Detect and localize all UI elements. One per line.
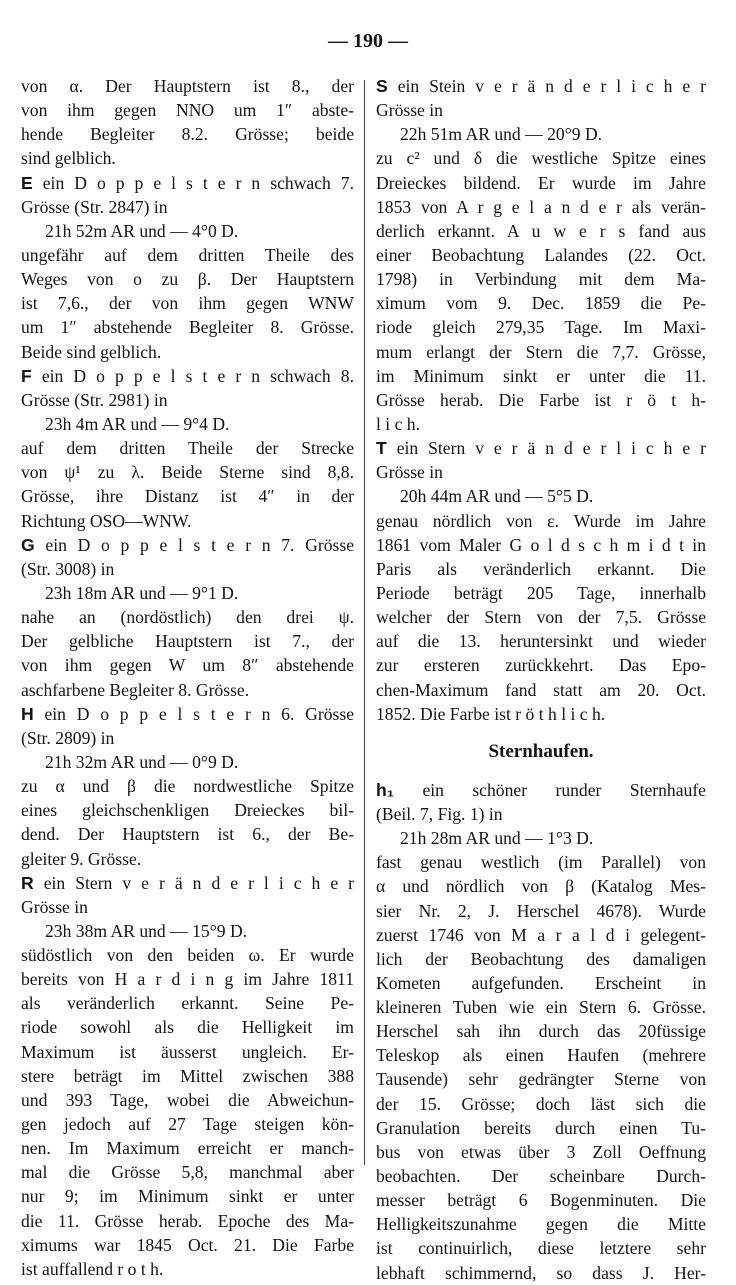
line-text: Grösse, ihre Distanz ist 4″ in der: [21, 486, 354, 507]
line-text: 1853 von A r g e l a n d e r als verän-: [376, 196, 706, 217]
line-text: Grösse (Str. 2981) in: [21, 389, 168, 410]
line-text: ein D o p p e l s t e r n 7. Grösse: [34, 534, 354, 555]
text-line: [21, 533, 354, 557]
text-line: [376, 388, 706, 412]
line-text: zu α und β die nordwestliche Spitze: [21, 776, 354, 797]
text-line: [21, 436, 354, 460]
line-text: Richtung OSO—WNW.: [21, 510, 192, 531]
line-text: zuerst 1746 von M a r a l d i gelegent-: [376, 924, 706, 945]
line-text: zur ersteren zurückkehrt. Das Epo-: [376, 655, 706, 676]
line-text: Teleskop als einen Haufen (mehrere: [376, 1045, 706, 1066]
text-line: [21, 1160, 354, 1184]
line-text: auf dem dritten Theile der Strecke: [21, 438, 354, 459]
line-text: einer Beobachtung Lalandes (22. Oct.: [376, 244, 706, 265]
line-text: 21h 32m AR und — 0°9 D.: [45, 751, 239, 772]
section-heading: Sternhaufen.: [488, 740, 594, 762]
text-line: [376, 1261, 706, 1285]
text-line: [21, 219, 354, 243]
line-text: Grösse in: [376, 462, 443, 483]
column-divider: [364, 80, 365, 1165]
line-text: stere beträgt im Mittel zwischen 388: [21, 1065, 354, 1086]
text-line: [376, 1067, 706, 1091]
text-line: [376, 802, 706, 826]
text-line: [21, 171, 354, 195]
line-text: 1798) in Verbindung mit dem Ma-: [376, 269, 706, 290]
text-line: [376, 340, 706, 364]
line-text: 23h 18m AR und — 9°1 D.: [45, 582, 239, 603]
entry-letter: H: [21, 703, 34, 724]
text-line: [21, 822, 354, 846]
text-line: [21, 1136, 354, 1160]
right-column: [376, 74, 706, 1285]
text-line: [376, 533, 706, 557]
line-text: chen-Maximum fand statt am 20. Oct.: [376, 679, 706, 700]
text-line: [376, 1116, 706, 1140]
line-text: gleiter 9. Grösse.: [21, 848, 142, 869]
line-text: (Str. 3008) in: [21, 558, 115, 579]
text-line: [376, 581, 706, 605]
entry-letter: T: [376, 438, 387, 459]
line-text: Periode beträgt 205 Tage, innerhalb: [376, 582, 706, 603]
text-line: [376, 1212, 706, 1236]
line-text: Dreieckes bildend. Er wurde im Jahre: [376, 172, 706, 193]
line-text: Herschel sah ihn durch das 20füssige: [376, 1021, 706, 1042]
line-text: riode gleich 279,35 Tage. Im Maxi-: [376, 317, 706, 338]
text-line: [376, 195, 706, 219]
text-line: [21, 1209, 354, 1233]
line-text: 21h 28m AR und — 1°3 D.: [400, 828, 594, 849]
line-text: messer beträgt 6 Bogenminuten. Die: [376, 1190, 706, 1211]
page-number: — 190 —: [328, 30, 408, 52]
text-line: [376, 171, 706, 195]
line-text: ist 7,6., der von ihm gegen WNW: [21, 293, 354, 314]
text-line: [376, 1164, 706, 1188]
text-line: [21, 967, 354, 991]
text-line: [21, 122, 354, 146]
text-line: [21, 1088, 354, 1112]
line-text: gen jedoch auf 27 Tage steigen kön-: [21, 1114, 354, 1135]
text-line: [376, 1140, 706, 1164]
line-text: ximums war 1845 Oct. 21. Die Farbe: [21, 1234, 354, 1255]
text-line: [21, 364, 354, 388]
text-line: [21, 847, 354, 871]
text-line: [21, 1040, 354, 1064]
text-line: [21, 195, 354, 219]
line-text: Grösse (Str. 2847) in: [21, 196, 168, 217]
line-text: 20h 44m AR und — 5°5 D.: [400, 486, 594, 507]
text-line: [376, 826, 706, 850]
line-text: ungefähr auf dem dritten Theile des: [21, 244, 354, 265]
text-line: [21, 267, 354, 291]
line-text: derlich erkannt. A u w e r s fand aus: [376, 220, 706, 241]
text-line: [376, 850, 706, 874]
line-text: ein D o p p e l s t e r n schwach 8.: [31, 365, 354, 386]
line-text: und 393 Tage, wobei die Abweichun-: [21, 1089, 354, 1110]
text-line: [376, 1092, 706, 1116]
text-line: [21, 629, 354, 653]
text-line: [376, 74, 706, 98]
text-line: [21, 1233, 354, 1257]
line-text: α und nördlich von β (Katalog Mes-: [376, 876, 706, 897]
text-line: [376, 122, 706, 146]
line-text: nen. Im Maximum erreicht er manch-: [21, 1138, 354, 1159]
text-line: [376, 412, 706, 436]
text-line: [376, 1043, 706, 1067]
line-text: Grösse herab. Die Farbe ist r ö t h-: [376, 389, 706, 410]
text-line: [21, 678, 354, 702]
line-text: der 15. Grösse; doch läst sich die: [376, 1093, 706, 1114]
line-text: ein D o p p e l s t e r n 6. Grösse: [33, 703, 354, 724]
line-text: von ψ¹ zu λ. Beide Sterne sind 8,8.: [21, 462, 354, 483]
text-line: [376, 98, 706, 122]
line-text: um 1″ abstehende Begleiter 8. Grösse.: [21, 317, 354, 338]
line-text: sind gelblich.: [21, 148, 116, 169]
text-line: [21, 74, 354, 98]
text-line: [376, 364, 706, 388]
text-line: [376, 315, 706, 339]
text-line: [376, 557, 706, 581]
line-text: ein schöner runder Sternhaufe: [394, 779, 706, 800]
text-line: [376, 219, 706, 243]
line-text: aschfarbene Begleiter 8. Grösse.: [21, 679, 250, 700]
entry-letter: S: [376, 76, 388, 96]
line-text: sier Nr. 2, J. Herschel 4678). Wurde: [376, 900, 706, 921]
line-text: (Beil. 7, Fig. 1) in: [376, 803, 503, 824]
line-text: Maximum ist äusserst ungleich. Er-: [21, 1041, 354, 1062]
line-text: 21h 52m AR und — 4°0 D.: [45, 220, 239, 241]
text-line: [21, 315, 354, 339]
text-line: [21, 943, 354, 967]
line-text: Grösse in: [21, 896, 88, 917]
line-text: von ihm gegen NNO um 1″ abste-: [21, 100, 354, 121]
line-text: von ihm gegen W um 8″ abstehende: [21, 655, 354, 676]
line-text: Granulation bereits durch einen Tu-: [376, 1117, 706, 1138]
line-text: zu c² und δ die westliche Spitze eines: [376, 148, 706, 169]
line-text: südöstlich von den beiden ω. Er wurde: [21, 945, 354, 966]
text-line: [21, 774, 354, 798]
entry-letter: h₁: [376, 779, 395, 800]
line-text: ximum vom 9. Dec. 1859 die Pe-: [376, 293, 706, 314]
line-text: Beide sind gelblich.: [21, 341, 162, 362]
line-text: von α. Der Hauptstern ist 8., der: [21, 76, 354, 96]
text-line: [376, 146, 706, 170]
text-line: [21, 557, 354, 581]
line-text: Der gelbliche Hauptstern ist 7., der: [21, 631, 354, 652]
text-line: [21, 726, 354, 750]
text-line: [376, 509, 706, 533]
line-text: ist auffallend r o t h.: [21, 1258, 164, 1279]
text-line: [21, 991, 354, 1015]
line-text: Grösse in: [376, 100, 443, 121]
line-text: nur 9; im Minimum sinkt er unter: [21, 1186, 354, 1207]
line-text: ein Stern v e r ä n d e r l i c h e r: [386, 438, 706, 459]
text-line: [376, 629, 706, 653]
text-line: [376, 653, 706, 677]
line-text: die 11. Grösse herab. Epoche des Ma-: [21, 1210, 354, 1231]
line-text: 22h 51m AR und — 20°9 D.: [400, 124, 603, 145]
text-line: [21, 871, 354, 895]
line-text: 23h 38m AR und — 15°9 D.: [45, 920, 248, 941]
entry-letter: F: [21, 365, 32, 386]
text-line: [21, 460, 354, 484]
text-line: [376, 484, 706, 508]
text-line: [21, 895, 354, 919]
text-line: [21, 1257, 354, 1281]
text-line: [21, 1112, 354, 1136]
line-text: kleineren Tuben wie ein Stern 6. Grösse.: [376, 997, 706, 1018]
line-text: hende Begleiter 8.2. Grösse; beide: [21, 124, 354, 145]
entry-letter: G: [21, 534, 35, 555]
entry-letter: R: [21, 872, 34, 893]
text-line: [376, 874, 706, 898]
text-line: [376, 605, 706, 629]
line-text: lich der Beobachtung des damaligen: [376, 948, 706, 969]
line-text: eines gleichschenkligen Dreieckes bil-: [21, 800, 354, 821]
line-text: 1861 vom Maler G o l d s c h m i d t in: [376, 534, 706, 555]
line-text: ein Stein v e r ä n d e r l i c h e r: [387, 76, 706, 96]
line-text: (Str. 2809) in: [21, 727, 115, 748]
text-line: [376, 1188, 706, 1212]
text-line: [21, 388, 354, 412]
text-line: [376, 678, 706, 702]
line-text: ein Stern v e r ä n d e r l i c h e r: [33, 872, 354, 893]
line-text: 23h 4m AR und — 9°4 D.: [45, 413, 230, 434]
text-line: [376, 291, 706, 315]
text-line: [376, 778, 706, 802]
line-text: als veränderlich erkannt. Seine Pe-: [21, 993, 354, 1014]
text-line: [376, 436, 706, 460]
line-text: auf die 13. heruntersinkt und wieder: [376, 631, 706, 652]
text-line: [376, 1236, 706, 1260]
line-text: dend. Der Hauptstern ist 6., der Be-: [21, 824, 354, 845]
text-line: [376, 995, 706, 1019]
line-text: l i c h.: [376, 413, 420, 434]
text-line: [376, 899, 706, 923]
left-column: [21, 74, 354, 1281]
text-line: [21, 919, 354, 943]
line-text: 1852. Die Farbe ist r ö t h l i c h.: [376, 703, 606, 724]
text-line: [21, 291, 354, 315]
line-text: Tausende) sehr gedrängter Sterne von: [376, 1069, 706, 1090]
line-text: beobachten. Der scheinbare Durch-: [376, 1166, 706, 1187]
text-line: [376, 267, 706, 291]
line-text: bereits von H a r d i n g im Jahre 1811: [21, 969, 354, 990]
text-line: [376, 702, 706, 726]
text-line: [376, 971, 706, 995]
text-line: [376, 243, 706, 267]
line-text: mum erlangt der Stern die 7,7. Grösse,: [376, 341, 706, 362]
line-text: nahe an (nordöstlich) den drei ψ.: [21, 607, 354, 628]
text-line: [21, 702, 354, 726]
line-text: mal die Grösse 5,8, manchmal aber: [21, 1162, 354, 1183]
text-line: [21, 750, 354, 774]
text-line: [21, 243, 354, 267]
text-line: [21, 146, 354, 170]
text-line: [21, 340, 354, 364]
line-text: lebhaft schimmernd, so dass J. Her-: [376, 1262, 706, 1283]
line-text: riode sowohl als die Helligkeit im: [21, 1017, 354, 1038]
line-text: genau nördlich von ε. Wurde im Jahre: [376, 510, 706, 531]
line-text: welcher der Stern von der 7,5. Grösse: [376, 607, 706, 628]
line-text: Kometen aufgefunden. Erscheint in: [376, 972, 706, 993]
text-line: [21, 98, 354, 122]
line-text: Helligkeitszunahme gegen die Mitte: [376, 1214, 706, 1235]
text-line: [21, 605, 354, 629]
line-text: ist continuirlich, diese letztere sehr: [376, 1238, 706, 1259]
text-line: [376, 1019, 706, 1043]
text-line: [21, 1015, 354, 1039]
text-line: [376, 923, 706, 947]
text-line: [21, 1184, 354, 1208]
line-text: Weges von ο zu β. Der Hauptstern: [21, 269, 354, 290]
line-text: ein D o p p e l s t e r n schwach 7.: [32, 172, 354, 193]
text-line: [21, 412, 354, 436]
text-line: [21, 484, 354, 508]
text-line: [21, 653, 354, 677]
text-line: [21, 581, 354, 605]
text-line: [21, 509, 354, 533]
text-line: [21, 1064, 354, 1088]
line-text: im Minimum sinkt er unter die 11.: [376, 365, 706, 386]
line-text: Paris als veränderlich erkannt. Die: [376, 558, 706, 579]
entry-letter: E: [21, 172, 33, 193]
text-line: [376, 947, 706, 971]
text-line: [21, 798, 354, 822]
line-text: bus von etwas über 3 Zoll Oeffnung: [376, 1141, 706, 1162]
line-text: fast genau westlich (im Parallel) von: [376, 852, 706, 873]
text-line: [376, 460, 706, 484]
